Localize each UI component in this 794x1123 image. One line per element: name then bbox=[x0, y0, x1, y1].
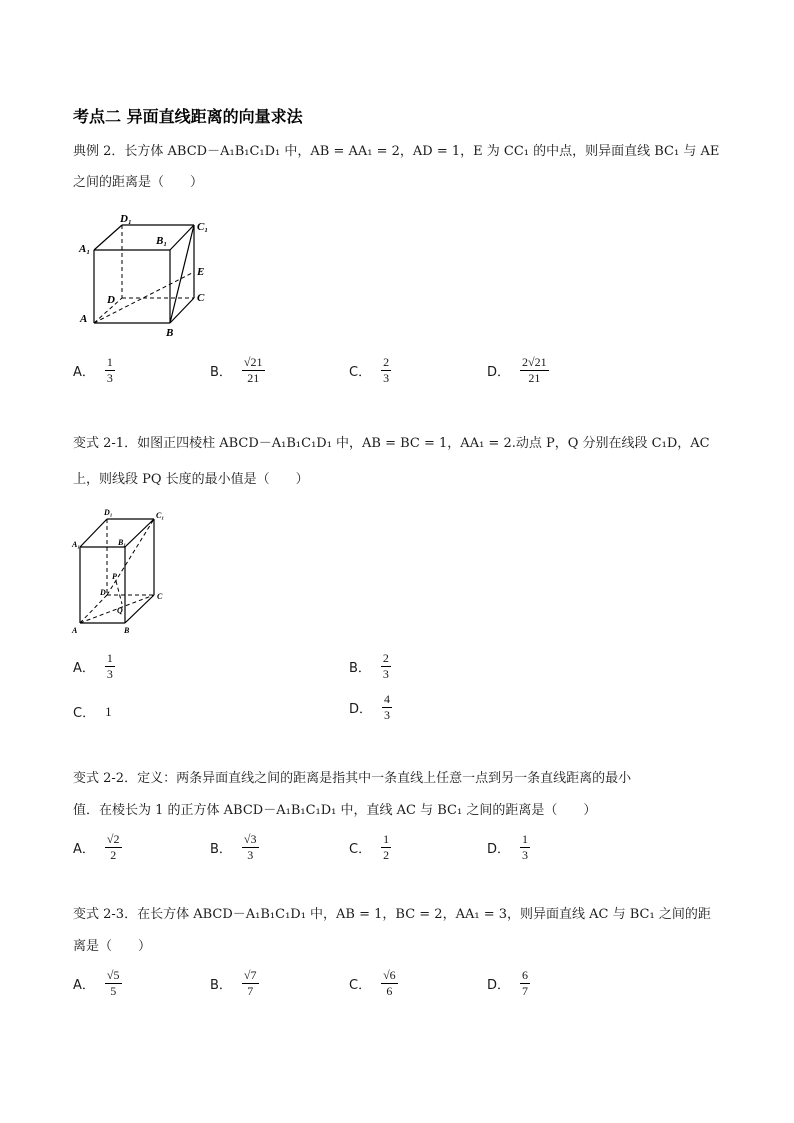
example-option-b[interactable]: B． $\frac{√21}{21}$ bbox=[210, 355, 263, 385]
label-B: B bbox=[166, 327, 174, 339]
label-D1: D₁ bbox=[120, 213, 132, 225]
variant3-option-c[interactable]: C． $\frac{√6}{6}$ bbox=[349, 968, 396, 998]
variant2-option-a[interactable]: A． $\frac{√2}{2}$ bbox=[73, 832, 120, 862]
label-P: P bbox=[112, 572, 117, 581]
variant1-question-line-1: 变式 2-1．如图正四棱柱 ABCD－A₁B₁C₁D₁ 中，AB = BC = 1，AA₁ = 2.动点 P，Q 分别在线段 C₁D，AC bbox=[73, 436, 710, 451]
variant1-option-b[interactable]: B． $\frac{2}{3}$ bbox=[349, 651, 389, 681]
prism-figure-2 bbox=[70, 505, 180, 640]
label-E: E bbox=[197, 266, 205, 278]
variant3-option-a[interactable]: A． $\frac{√5}{5}$ bbox=[73, 968, 120, 998]
label-B1: B₁ bbox=[118, 538, 127, 547]
variant1-option-d[interactable]: D． $\frac{4}{3}$ bbox=[349, 692, 391, 722]
example-question-line-2: 之间的距离是（ ） bbox=[73, 175, 204, 190]
label-D1: D₁ bbox=[104, 508, 113, 517]
variant1-option-a[interactable]: A． $\frac{1}{3}$ bbox=[73, 651, 113, 681]
variant3-option-b[interactable]: B． $\frac{√7}{7}$ bbox=[210, 968, 257, 998]
variant1-question-line-2: 上，则线段 PQ 长度的最小值是（ ） bbox=[73, 472, 309, 487]
section-heading: 考点二 异面直线距离的向量求法 bbox=[73, 107, 303, 126]
variant3-question-line-1: 变式 2-3．在长方体 ABCD－A₁B₁C₁D₁ 中，AB = 1，BC = 2，AA₁ = 3，则异面直线 AC 与 BC₁ 之间的距 bbox=[73, 907, 711, 922]
label-A: A bbox=[72, 626, 78, 635]
variant1-option-c[interactable]: C． 1 bbox=[73, 703, 112, 721]
label-C: C bbox=[197, 292, 205, 304]
label-Q: Q bbox=[117, 606, 123, 615]
label-C1: C₁ bbox=[197, 221, 209, 233]
label-B: B bbox=[124, 626, 130, 635]
variant3-option-d[interactable]: D． $\frac{6}{7}$ bbox=[487, 968, 529, 998]
variant2-option-d[interactable]: D． $\frac{1}{3}$ bbox=[487, 832, 529, 862]
label-C1: C₁ bbox=[156, 511, 165, 520]
cuboid-figure-1 bbox=[76, 210, 216, 342]
example-question-line-1: 典例 2．长方体 ABCD－A₁B₁C₁D₁ 中，AB = AA₁ = 2，AD = 1，E 为 CC₁ 的中点，则异面直线 BC₁ 与 AE bbox=[73, 144, 720, 159]
variant2-question-line-2: 值．在棱长为 1 的正方体 ABCD－A₁B₁C₁D₁ 中，直线 AC 与 BC₁ 之间的距离是（ ） bbox=[73, 803, 597, 818]
variant2-question-line-1: 变式 2-2．定义：两条异面直线之间的距离是指其中一条直线上任意一点到另一条直线距离的最小 bbox=[73, 771, 632, 786]
label-A1: A₁ bbox=[79, 243, 91, 255]
label-A1: A₁ bbox=[72, 540, 81, 549]
variant2-option-c[interactable]: C． $\frac{1}{2}$ bbox=[349, 832, 390, 862]
example-option-d[interactable]: D． $\frac{2√21}{21}$ bbox=[487, 355, 547, 385]
variant2-option-b[interactable]: B． $\frac{√3}{3}$ bbox=[210, 832, 257, 862]
example-option-a[interactable]: A． $\frac{1}{3}$ bbox=[73, 355, 113, 385]
label-D: D bbox=[107, 294, 115, 306]
variant3-question-line-2: 离是（ ） bbox=[73, 939, 152, 954]
label-A: A bbox=[80, 313, 88, 325]
example-option-c[interactable]: C． $\frac{2}{3}$ bbox=[349, 355, 390, 385]
label-B1: B₁ bbox=[156, 235, 168, 247]
label-D: D bbox=[100, 588, 106, 597]
label-C: C bbox=[157, 592, 163, 601]
